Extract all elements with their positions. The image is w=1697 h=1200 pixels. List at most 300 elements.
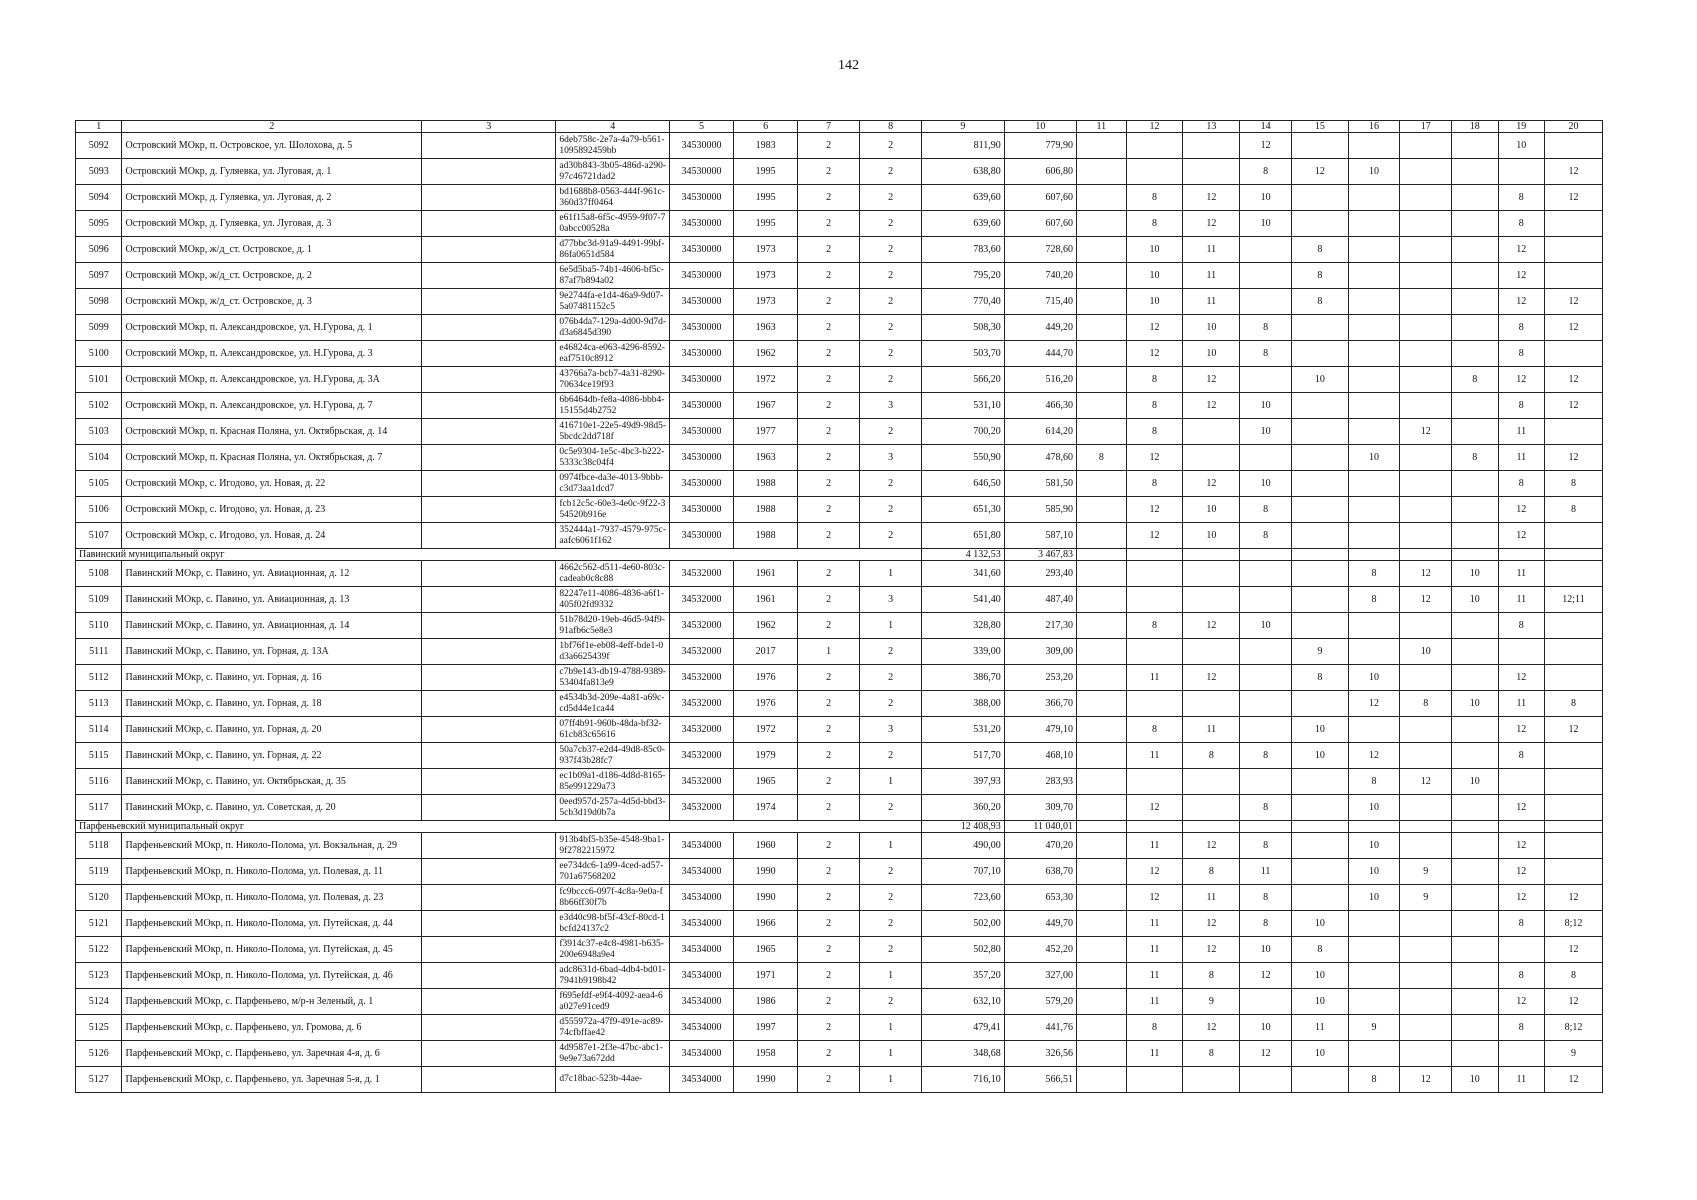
oktmo-code: 34530000 [670, 133, 734, 159]
column-3 [422, 613, 556, 639]
empty-cell [1240, 549, 1292, 561]
table-row [76, 587, 1603, 613]
value-20: 12 [1545, 717, 1603, 743]
column-number-row [76, 121, 1603, 133]
value-15 [1291, 445, 1348, 471]
value-19: 8 [1498, 743, 1544, 769]
entrances: 2 [860, 471, 922, 497]
value-20 [1545, 133, 1603, 159]
value-20 [1545, 795, 1603, 821]
value-19: 11 [1498, 587, 1544, 613]
column-3 [422, 795, 556, 821]
address: Островский МОкр, ж/д_ст. Островское, д. 3 [122, 289, 422, 315]
value-18 [1452, 237, 1498, 263]
value-19 [1498, 769, 1544, 795]
record-number: 5120 [76, 885, 122, 911]
value-12: 8 [1126, 717, 1183, 743]
record-number: 5111 [76, 639, 122, 665]
table-row [76, 237, 1603, 263]
floors: 1 [798, 639, 860, 665]
column-3 [422, 691, 556, 717]
record-number: 5121 [76, 911, 122, 937]
total-area: 723,60 [922, 885, 1005, 911]
oktmo-code: 34530000 [670, 445, 734, 471]
living-area: 293,40 [1004, 561, 1076, 587]
value-18 [1452, 859, 1498, 885]
value-17 [1400, 833, 1452, 859]
value-11: 8 [1077, 445, 1127, 471]
record-number: 5097 [76, 263, 122, 289]
oktmo-code: 34532000 [670, 587, 734, 613]
value-15 [1291, 315, 1348, 341]
value-19: 12 [1498, 237, 1544, 263]
value-15: 10 [1291, 1041, 1348, 1067]
value-18 [1452, 937, 1498, 963]
floors: 2 [798, 691, 860, 717]
value-17 [1400, 613, 1452, 639]
address: Островский МОкр, п. Александровское, ул. Н.Гурова, д. 3А [122, 367, 422, 393]
column-number-18: 18 [1452, 121, 1498, 133]
total-area: 360,20 [922, 795, 1005, 821]
value-11 [1077, 613, 1127, 639]
year-built: 1966 [734, 911, 798, 937]
oktmo-code: 34530000 [670, 237, 734, 263]
total-area: 651,80 [922, 523, 1005, 549]
record-number: 5127 [76, 1067, 122, 1093]
empty-cell [1545, 549, 1603, 561]
value-14: 8 [1240, 497, 1292, 523]
table-row [76, 911, 1603, 937]
section-row [76, 549, 1603, 561]
value-12: 12 [1126, 523, 1183, 549]
entrances: 2 [860, 639, 922, 665]
value-18: 10 [1452, 769, 1498, 795]
value-14 [1240, 367, 1292, 393]
living-area: 253,20 [1004, 665, 1076, 691]
table-row [76, 833, 1603, 859]
entrances: 2 [860, 795, 922, 821]
value-14 [1240, 989, 1292, 1015]
record-number: 5115 [76, 743, 122, 769]
table-row [76, 1015, 1603, 1041]
value-13: 12 [1183, 1015, 1240, 1041]
table-row [76, 185, 1603, 211]
table-row [76, 211, 1603, 237]
living-area: 740,20 [1004, 263, 1076, 289]
year-built: 1988 [734, 471, 798, 497]
value-19: 11 [1498, 419, 1544, 445]
total-area: 700,20 [922, 419, 1005, 445]
entrances: 3 [860, 445, 922, 471]
value-13: 12 [1183, 613, 1240, 639]
value-15 [1291, 587, 1348, 613]
value-19: 8 [1498, 911, 1544, 937]
value-13 [1183, 639, 1240, 665]
living-area: 479,10 [1004, 717, 1076, 743]
entrances: 2 [860, 885, 922, 911]
value-12: 11 [1126, 833, 1183, 859]
table-row [76, 1067, 1603, 1093]
oktmo-code: 34534000 [670, 937, 734, 963]
floors: 2 [798, 237, 860, 263]
value-20: 12 [1545, 885, 1603, 911]
entrances: 2 [860, 523, 922, 549]
oktmo-code: 34532000 [670, 561, 734, 587]
address: Парфеньевский МОкр, с. Парфеньево, ул. Заречная 5-я, д. 1 [122, 1067, 422, 1093]
value-17 [1400, 445, 1452, 471]
table-body [76, 133, 1603, 1093]
address: Островский МОкр, п. Александровское, ул. Н.Гурова, д. 3 [122, 341, 422, 367]
year-built: 1963 [734, 315, 798, 341]
house-guid: 076b4da7-129a-4d00-9d7d-d3a6845d390 [556, 315, 670, 341]
section-row [76, 821, 1603, 833]
value-11 [1077, 885, 1127, 911]
address: Островский МОкр, д. Гуляевка, ул. Луговая, д. 1 [122, 159, 422, 185]
value-16 [1348, 613, 1400, 639]
value-14 [1240, 1067, 1292, 1093]
value-16 [1348, 367, 1400, 393]
column-3 [422, 937, 556, 963]
table-row [76, 963, 1603, 989]
value-14: 8 [1240, 341, 1292, 367]
value-19 [1498, 1041, 1544, 1067]
value-13 [1183, 1067, 1240, 1093]
value-12 [1126, 159, 1183, 185]
total-area: 811,90 [922, 133, 1005, 159]
empty-cell [1291, 549, 1348, 561]
total-area: 490,00 [922, 833, 1005, 859]
value-14: 12 [1240, 133, 1292, 159]
value-14 [1240, 561, 1292, 587]
value-14: 8 [1240, 833, 1292, 859]
living-area: 566,51 [1004, 1067, 1076, 1093]
value-12: 8 [1126, 393, 1183, 419]
value-11 [1077, 743, 1127, 769]
table-row [76, 613, 1603, 639]
value-20 [1545, 769, 1603, 795]
year-built: 1973 [734, 289, 798, 315]
total-area: 397,93 [922, 769, 1005, 795]
value-11 [1077, 185, 1127, 211]
floors: 2 [798, 795, 860, 821]
total-area: 508,30 [922, 315, 1005, 341]
value-20 [1545, 341, 1603, 367]
year-built: 1962 [734, 613, 798, 639]
value-13 [1183, 159, 1240, 185]
value-18 [1452, 1041, 1498, 1067]
value-20: 12 [1545, 315, 1603, 341]
value-20 [1545, 419, 1603, 445]
living-area: 487,40 [1004, 587, 1076, 613]
value-18 [1452, 639, 1498, 665]
value-13: 9 [1183, 989, 1240, 1015]
value-14: 10 [1240, 185, 1292, 211]
year-built: 1988 [734, 497, 798, 523]
column-3 [422, 315, 556, 341]
value-16: 10 [1348, 795, 1400, 821]
floors: 2 [798, 159, 860, 185]
address: Островский МОкр, п. Александровское, ул. Н.Гурова, д. 7 [122, 393, 422, 419]
value-13: 12 [1183, 833, 1240, 859]
value-14 [1240, 237, 1292, 263]
value-14: 8 [1240, 159, 1292, 185]
value-11 [1077, 859, 1127, 885]
address: Павинский МОкр, с. Павино, ул. Горная, д. 18 [122, 691, 422, 717]
value-12: 8 [1126, 185, 1183, 211]
entrances: 3 [860, 393, 922, 419]
column-3 [422, 911, 556, 937]
value-11 [1077, 367, 1127, 393]
oktmo-code: 34530000 [670, 367, 734, 393]
value-15: 10 [1291, 911, 1348, 937]
floors: 2 [798, 833, 860, 859]
value-19: 11 [1498, 1067, 1544, 1093]
record-number: 5108 [76, 561, 122, 587]
empty-cell [1291, 821, 1348, 833]
address: Павинский МОкр, с. Павино, ул. Горная, д. 16 [122, 665, 422, 691]
floors: 2 [798, 911, 860, 937]
column-number-9: 9 [922, 121, 1005, 133]
column-3 [422, 289, 556, 315]
living-area: 452,20 [1004, 937, 1076, 963]
total-area: 795,20 [922, 263, 1005, 289]
house-guid: 6e5d5ba5-74b1-4606-bf5c-87af7b894a02 [556, 263, 670, 289]
address: Парфеньевский МОкр, п. Николо-Полома, ул. Путейская, д. 45 [122, 937, 422, 963]
value-16: 9 [1348, 1015, 1400, 1041]
floors: 2 [798, 133, 860, 159]
value-12: 12 [1126, 315, 1183, 341]
value-13: 11 [1183, 237, 1240, 263]
floors: 2 [798, 419, 860, 445]
record-number: 5125 [76, 1015, 122, 1041]
value-13: 10 [1183, 497, 1240, 523]
entrances: 2 [860, 185, 922, 211]
record-number: 5109 [76, 587, 122, 613]
table-row [76, 159, 1603, 185]
year-built: 1976 [734, 665, 798, 691]
value-17 [1400, 497, 1452, 523]
value-19: 12 [1498, 497, 1544, 523]
column-number-4: 4 [556, 121, 670, 133]
table-row [76, 133, 1603, 159]
address: Парфеньевский МОкр, п. Николо-Полома, ул. Вокзальная, д. 29 [122, 833, 422, 859]
entrances: 2 [860, 419, 922, 445]
value-20: 9 [1545, 1041, 1603, 1067]
empty-cell [1400, 549, 1452, 561]
value-12: 11 [1126, 911, 1183, 937]
section-title: Павинский муниципальный округ [76, 549, 922, 561]
column-number-17: 17 [1400, 121, 1452, 133]
table-row [76, 497, 1603, 523]
value-18 [1452, 393, 1498, 419]
year-built: 1995 [734, 211, 798, 237]
section-title: Парфеньевский муниципальный округ [76, 821, 922, 833]
value-18 [1452, 885, 1498, 911]
value-16: 12 [1348, 691, 1400, 717]
record-number: 5110 [76, 613, 122, 639]
value-18 [1452, 263, 1498, 289]
column-number-15: 15 [1291, 121, 1348, 133]
oktmo-code: 34530000 [670, 159, 734, 185]
total-area: 541,40 [922, 587, 1005, 613]
living-area: 449,70 [1004, 911, 1076, 937]
value-15: 10 [1291, 989, 1348, 1015]
value-16 [1348, 341, 1400, 367]
year-built: 1983 [734, 133, 798, 159]
value-13: 12 [1183, 911, 1240, 937]
value-19 [1498, 639, 1544, 665]
total-area: 639,60 [922, 211, 1005, 237]
table-row [76, 717, 1603, 743]
year-built: 1973 [734, 263, 798, 289]
house-guid: d7c18bac-523b-44ae- [556, 1067, 670, 1093]
column-number-16: 16 [1348, 121, 1400, 133]
table-row [76, 1041, 1603, 1067]
house-guid: 9e2744fa-e1d4-46a9-9d07-5a07481152c5 [556, 289, 670, 315]
total-area: 632,10 [922, 989, 1005, 1015]
value-19: 8 [1498, 963, 1544, 989]
year-built: 1961 [734, 561, 798, 587]
address: Парфеньевский МОкр, с. Парфеньево, м/р-н Зеленый, д. 1 [122, 989, 422, 1015]
value-11 [1077, 989, 1127, 1015]
value-11 [1077, 937, 1127, 963]
living-area: 468,10 [1004, 743, 1076, 769]
value-11 [1077, 1041, 1127, 1067]
value-20 [1545, 263, 1603, 289]
value-15 [1291, 561, 1348, 587]
floors: 2 [798, 1041, 860, 1067]
value-12: 10 [1126, 237, 1183, 263]
empty-cell [1077, 549, 1127, 561]
column-3 [422, 367, 556, 393]
column-3 [422, 133, 556, 159]
table-row [76, 393, 1603, 419]
value-11 [1077, 341, 1127, 367]
record-number: 5116 [76, 769, 122, 795]
entrances: 2 [860, 315, 922, 341]
empty-cell [1183, 821, 1240, 833]
address: Павинский МОкр, с. Павино, ул. Горная, д. 13А [122, 639, 422, 665]
value-14: 8 [1240, 885, 1292, 911]
value-11 [1077, 833, 1127, 859]
column-3 [422, 341, 556, 367]
value-14 [1240, 587, 1292, 613]
house-guid: 1bf76f1e-eb08-4eff-bde1-0d3a6625439f [556, 639, 670, 665]
address: Островский МОкр, п. Красная Поляна, ул. Октябрьская, д. 14 [122, 419, 422, 445]
value-15 [1291, 885, 1348, 911]
floors: 2 [798, 885, 860, 911]
value-15 [1291, 497, 1348, 523]
house-guid: 0974fbce-da3e-4013-9bbb-c3d73aa1dcd7 [556, 471, 670, 497]
column-number-1: 1 [76, 121, 122, 133]
entrances: 2 [860, 159, 922, 185]
page-number: 142 [838, 58, 859, 73]
value-14 [1240, 263, 1292, 289]
floors: 2 [798, 989, 860, 1015]
living-area: 466,30 [1004, 393, 1076, 419]
value-19: 8 [1498, 1015, 1544, 1041]
total-area: 328,80 [922, 613, 1005, 639]
record-number: 5093 [76, 159, 122, 185]
year-built: 1972 [734, 367, 798, 393]
year-built: 1986 [734, 989, 798, 1015]
value-11 [1077, 315, 1127, 341]
column-number-6: 6 [734, 121, 798, 133]
entrances: 1 [860, 963, 922, 989]
empty-cell [1452, 549, 1498, 561]
oktmo-code: 34532000 [670, 717, 734, 743]
value-15: 10 [1291, 743, 1348, 769]
value-16 [1348, 133, 1400, 159]
value-12: 12 [1126, 341, 1183, 367]
total-area: 639,60 [922, 185, 1005, 211]
value-15: 8 [1291, 237, 1348, 263]
value-18: 10 [1452, 587, 1498, 613]
empty-cell [1126, 821, 1183, 833]
value-12 [1126, 1067, 1183, 1093]
value-14: 10 [1240, 419, 1292, 445]
value-17: 8 [1400, 691, 1452, 717]
living-area: 607,60 [1004, 185, 1076, 211]
value-19 [1498, 159, 1544, 185]
value-13 [1183, 561, 1240, 587]
column-number-20: 20 [1545, 121, 1603, 133]
column-number-13: 13 [1183, 121, 1240, 133]
value-15: 10 [1291, 963, 1348, 989]
year-built: 1974 [734, 795, 798, 821]
empty-cell [1498, 821, 1544, 833]
record-number: 5098 [76, 289, 122, 315]
empty-cell [1348, 821, 1400, 833]
value-12: 8 [1126, 471, 1183, 497]
record-number: 5100 [76, 341, 122, 367]
record-number: 5122 [76, 937, 122, 963]
house-guid: 352444a1-7937-4579-975c-aafc6061f162 [556, 523, 670, 549]
total-area: 348,68 [922, 1041, 1005, 1067]
house-guid: d77bbc3d-91a9-4491-99bf-86fa0651d584 [556, 237, 670, 263]
value-16: 8 [1348, 1067, 1400, 1093]
column-3 [422, 665, 556, 691]
oktmo-code: 34530000 [670, 211, 734, 237]
total-area: 503,70 [922, 341, 1005, 367]
living-area: 728,60 [1004, 237, 1076, 263]
value-19: 12 [1498, 263, 1544, 289]
address: Павинский МОкр, с. Павино, ул. Авиационная, д. 12 [122, 561, 422, 587]
value-17 [1400, 185, 1452, 211]
living-area: 715,40 [1004, 289, 1076, 315]
house-guid: adc8631d-6bad-4db4-bd01-7941b9198b42 [556, 963, 670, 989]
table-row [76, 639, 1603, 665]
column-3 [422, 769, 556, 795]
value-13: 10 [1183, 315, 1240, 341]
value-20 [1545, 859, 1603, 885]
value-15 [1291, 341, 1348, 367]
value-13: 8 [1183, 859, 1240, 885]
year-built: 1972 [734, 717, 798, 743]
value-19: 12 [1498, 523, 1544, 549]
house-guid: e61f15a8-6f5c-4959-9f07-70abcc00528a [556, 211, 670, 237]
value-18 [1452, 133, 1498, 159]
address: Павинский МОкр, с. Павино, ул. Советская, д. 20 [122, 795, 422, 821]
oktmo-code: 34530000 [670, 341, 734, 367]
house-guid: fc9bccc6-097f-4c8a-9e0a-f8b66ff30f7b [556, 885, 670, 911]
value-14: 12 [1240, 1041, 1292, 1067]
entrances: 2 [860, 691, 922, 717]
living-area: 581,50 [1004, 471, 1076, 497]
value-16 [1348, 1041, 1400, 1067]
record-number: 5099 [76, 315, 122, 341]
value-12 [1126, 561, 1183, 587]
